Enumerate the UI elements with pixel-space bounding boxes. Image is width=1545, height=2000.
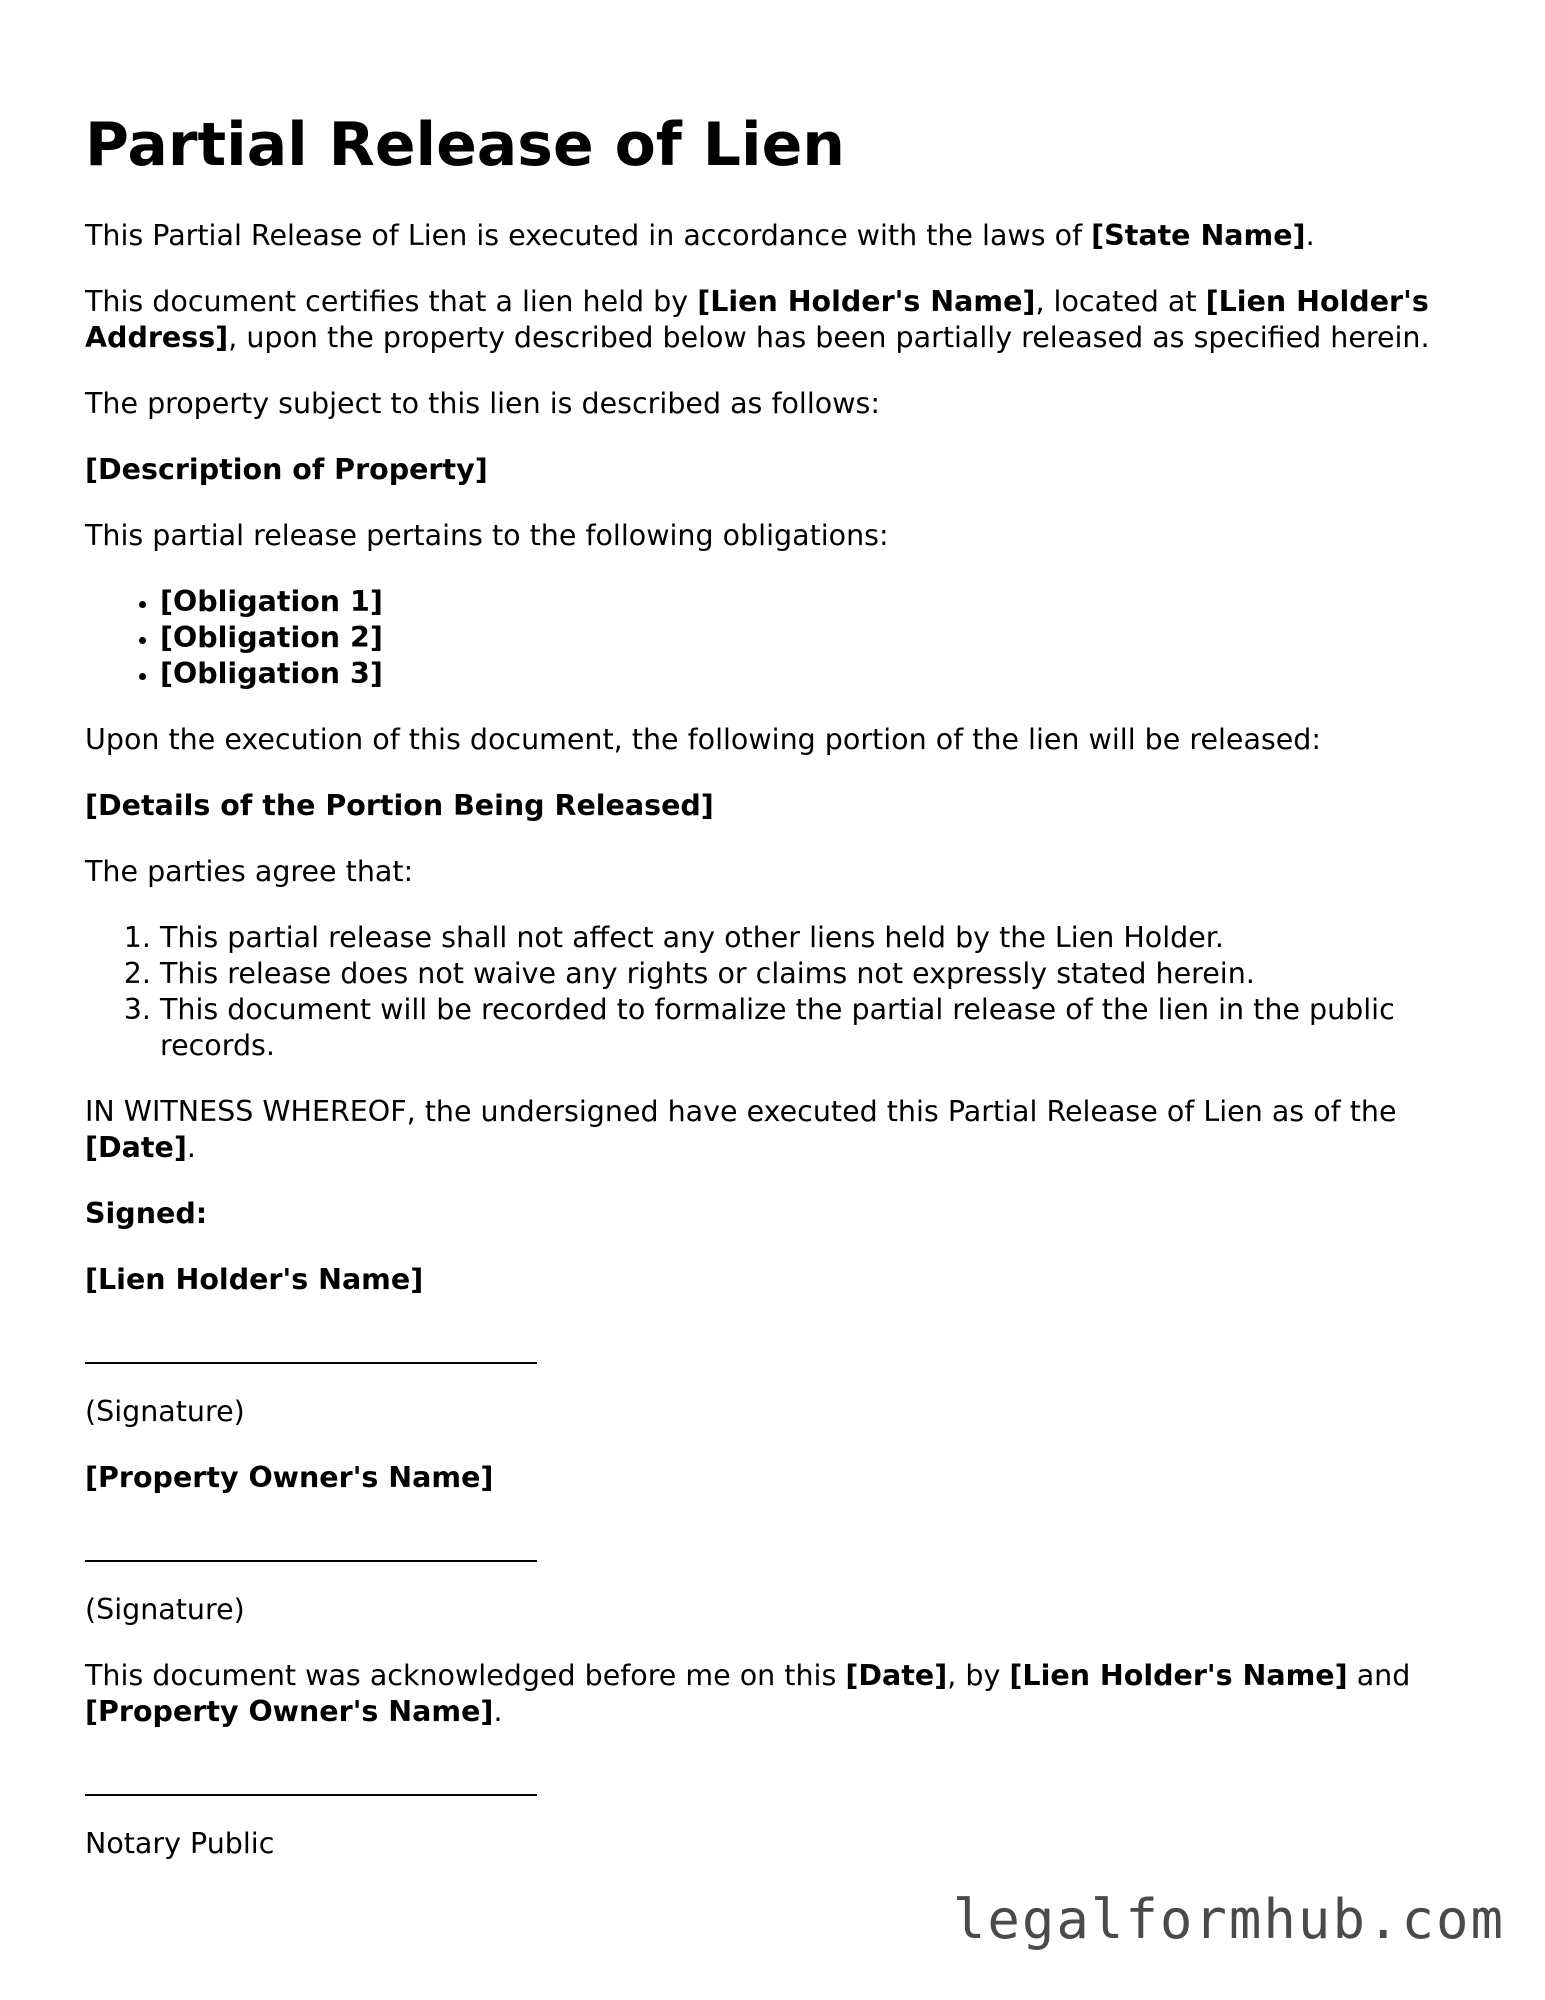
- punctuation: .: [493, 1695, 503, 1728]
- obligations-intro: This partial release pertains to the following obligations:: [85, 519, 889, 552]
- list-item: [160, 584, 1455, 620]
- list-item: 2. This release does not waive any rights or claims not expressly stated herein.: [160, 956, 1455, 992]
- obligation-3: [Obligation 3]: [160, 657, 383, 690]
- list-item: 1. This partial release shall not affect any other liens held by the Lien Holder.: [160, 920, 1455, 956]
- acknowledgment-text: This document was acknowledged before me on this: [85, 1659, 846, 1692]
- governing-law-text: This Partial Release of Lien is executed in accordance with the laws of: [85, 219, 1092, 252]
- certification-paragraph: [85, 284, 1455, 356]
- property-description: [Description of Property]: [85, 453, 488, 486]
- certification-text: This document certifies that a lien held by: [85, 285, 698, 318]
- document-title: Partial Release of Lien: [85, 110, 845, 180]
- obligations-list: [85, 584, 1455, 692]
- list-item: [160, 620, 1455, 656]
- acknowledgment-text: , by: [947, 1659, 1010, 1692]
- release-intro: Upon the execution of this document, the following portion of the lien will be released:: [85, 723, 1321, 756]
- agreement-intro: The parties agree that:: [85, 855, 414, 888]
- property-intro: The property subject to this lien is described as follows:: [85, 387, 880, 420]
- acknowledgment-paragraph: [85, 1658, 1455, 1730]
- signature-label: (Signature): [85, 1395, 245, 1428]
- watermark-logo: legalformhub.com: [952, 1888, 1505, 1951]
- notary-signature-line[interactable]: [85, 1760, 537, 1796]
- lien-holder-name-label: [Lien Holder's Name]: [85, 1263, 424, 1296]
- acknowledgment-text: and: [1347, 1659, 1411, 1692]
- notary-label: Notary Public: [85, 1827, 275, 1860]
- state-name-field: [State Name]: [1091, 219, 1306, 252]
- signed-label: Signed:: [85, 1197, 208, 1230]
- lien-holder-name-field: [Lien Holder's Name]: [697, 285, 1036, 318]
- lien-holder-signatory: [85, 1262, 1455, 1298]
- property-owner-signature-line[interactable]: [85, 1526, 537, 1562]
- lien-holder-address-field: [Lien Holder's Address]: [85, 285, 1429, 354]
- witness-text: IN WITNESS WHEREOF, the undersigned have executed this Partial Release of Lien as of the: [85, 1095, 1397, 1128]
- obligation-2: [Obligation 2]: [160, 621, 383, 654]
- certification-text: , located at: [1035, 285, 1206, 318]
- property-owner-name-label: [Property Owner's Name]: [85, 1461, 494, 1494]
- property-description-field: [85, 452, 1455, 488]
- document-body: [85, 218, 1455, 1892]
- list-item: 3. This document will be recorded to formalize the partial release of the lien in the public records.: [160, 992, 1455, 1064]
- punctuation: .: [1305, 219, 1315, 252]
- signed-heading: [85, 1196, 1455, 1232]
- list-item: [160, 656, 1455, 692]
- witness-paragraph: [85, 1094, 1455, 1166]
- property-owner-signatory: [85, 1460, 1455, 1496]
- signature-label: (Signature): [85, 1593, 245, 1626]
- property-owner-name-field: [Property Owner's Name]: [85, 1695, 494, 1728]
- agreements-list: [85, 920, 1455, 1064]
- certification-text: , upon the property described below has been partially released as specified herein.: [228, 321, 1430, 354]
- portion-details-field: [85, 788, 1455, 824]
- date-field: [Date]: [85, 1131, 187, 1164]
- lien-holder-signature-line[interactable]: [85, 1328, 537, 1364]
- lien-holder-name-field: [Lien Holder's Name]: [1009, 1659, 1348, 1692]
- punctuation: .: [186, 1131, 196, 1164]
- obligation-1: [Obligation 1]: [160, 585, 383, 618]
- date-field: [Date]: [845, 1659, 948, 1692]
- governing-law-paragraph: [85, 218, 1455, 254]
- portion-details: [Details of the Portion Being Released]: [85, 789, 714, 822]
